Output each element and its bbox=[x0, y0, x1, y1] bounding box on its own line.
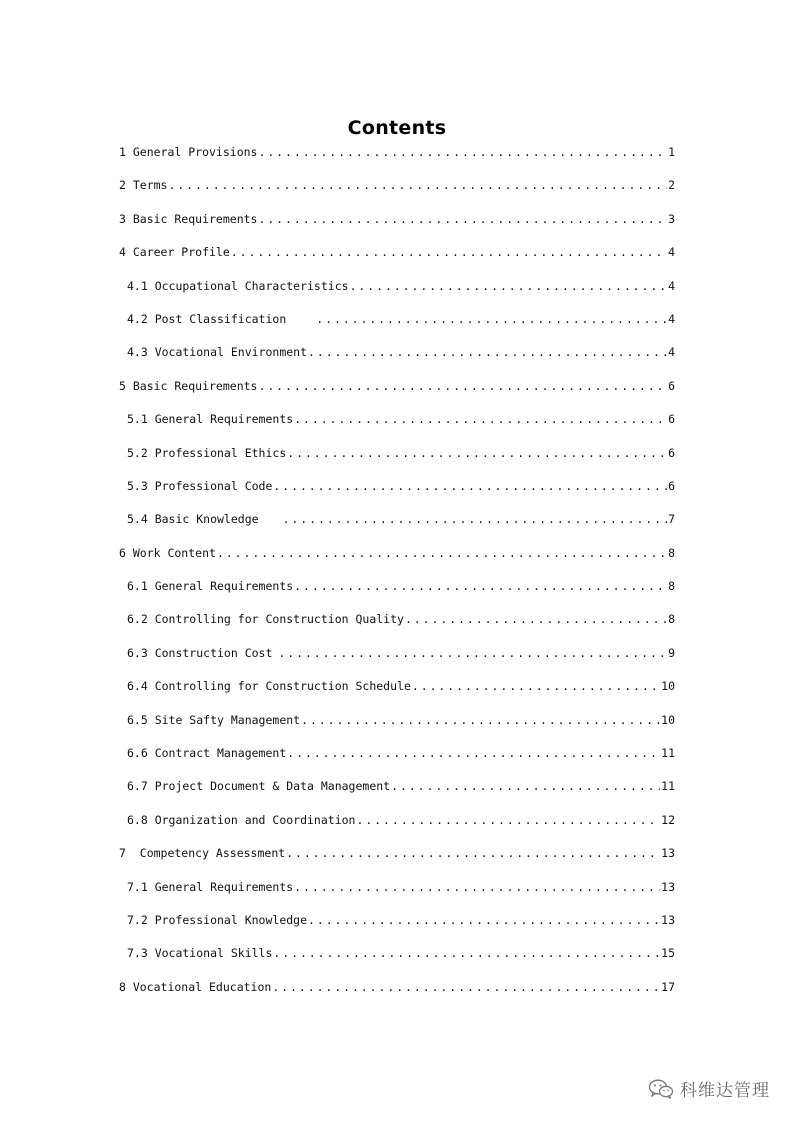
toc-page-number: 11 bbox=[661, 746, 675, 761]
toc-entry-label: 5 Basic Requirements bbox=[119, 378, 258, 393]
toc-entry-label: 5.4 Basic Knowledge bbox=[127, 512, 259, 527]
toc-page-number: 12 bbox=[661, 812, 675, 827]
toc-page-number: 13 bbox=[661, 879, 675, 894]
dot-leader bbox=[308, 340, 667, 364]
toc-page-number: 2 bbox=[668, 178, 675, 193]
toc-page-number: 10 bbox=[661, 712, 675, 727]
toc-entry-label: 6.8 Organization and Coordination bbox=[127, 812, 356, 827]
toc-entry[interactable] bbox=[119, 240, 675, 273]
table-of-contents bbox=[119, 140, 675, 1008]
dot-leader bbox=[316, 307, 667, 331]
toc-entry-label: 4.2 Post Classification bbox=[127, 311, 287, 326]
toc-entry[interactable] bbox=[119, 140, 675, 173]
toc-entry[interactable] bbox=[119, 207, 675, 240]
dot-leader bbox=[231, 240, 667, 264]
toc-entry[interactable] bbox=[119, 674, 675, 707]
toc-entry[interactable] bbox=[119, 173, 675, 206]
toc-entry[interactable] bbox=[119, 407, 675, 440]
toc-entry-label: 5.3 Professional Code bbox=[127, 478, 273, 493]
toc-entry-label: 6.5 Site Safty Management bbox=[127, 712, 301, 727]
dot-leader bbox=[258, 374, 667, 398]
dot-leader bbox=[258, 207, 667, 231]
toc-entry-label: 7 Competency Assessment bbox=[119, 846, 286, 861]
page-title: Contents bbox=[347, 116, 447, 139]
dot-leader bbox=[308, 908, 660, 932]
toc-entry-label: 1 General Provisions bbox=[119, 145, 258, 159]
toc-entry[interactable] bbox=[119, 808, 675, 841]
toc-page-number: 8 bbox=[668, 612, 675, 627]
dot-leader bbox=[273, 474, 667, 498]
toc-page-number: 1 bbox=[668, 145, 675, 159]
toc-entry[interactable] bbox=[119, 875, 675, 908]
toc-entry-label: 4 Career Profile bbox=[119, 245, 230, 260]
dot-leader bbox=[283, 507, 668, 531]
toc-entry-label: 7.3 Vocational Skills bbox=[127, 946, 273, 961]
dot-leader bbox=[272, 975, 660, 999]
toc-entry-label: 6.3 Construction Cost bbox=[127, 645, 273, 660]
toc-entry-label: 6.6 Contract Management bbox=[127, 746, 287, 761]
toc-page-number: 4 bbox=[668, 345, 675, 360]
toc-page-number: 6 bbox=[668, 378, 675, 393]
toc-entry-label: 5.1 General Requirements bbox=[127, 412, 294, 427]
toc-entry[interactable] bbox=[119, 607, 675, 640]
toc-entry-label: 6 Work Content bbox=[119, 545, 216, 560]
dot-leader bbox=[350, 274, 668, 298]
toc-entry[interactable] bbox=[119, 441, 675, 474]
toc-page-number: 3 bbox=[668, 211, 675, 226]
toc-entry[interactable] bbox=[119, 741, 675, 774]
dot-leader bbox=[273, 941, 660, 965]
watermark bbox=[648, 1076, 770, 1101]
toc-page-number: 15 bbox=[661, 946, 675, 961]
toc-page-number: 8 bbox=[668, 545, 675, 560]
toc-entry[interactable] bbox=[119, 774, 675, 807]
toc-entry[interactable] bbox=[119, 507, 675, 540]
dot-leader bbox=[294, 574, 667, 598]
toc-entry[interactable] bbox=[119, 274, 675, 307]
toc-page-number: 17 bbox=[661, 979, 675, 994]
toc-entry-label: 4.3 Vocational Environment bbox=[127, 345, 308, 360]
toc-entry[interactable] bbox=[119, 908, 675, 941]
toc-entry[interactable] bbox=[119, 307, 675, 340]
toc-entry-label: 6.4 Controlling for Construction Schedule bbox=[127, 679, 411, 694]
toc-entry[interactable] bbox=[119, 340, 675, 373]
toc-entry-label: 7.2 Professional Knowledge bbox=[127, 912, 308, 927]
toc-entry[interactable] bbox=[119, 574, 675, 607]
dot-leader bbox=[278, 641, 667, 665]
wechat-icon bbox=[648, 1079, 674, 1099]
toc-entry[interactable] bbox=[119, 641, 675, 674]
dot-leader bbox=[287, 441, 667, 465]
toc-entry[interactable] bbox=[119, 374, 675, 407]
dot-leader bbox=[286, 841, 660, 865]
toc-page-number: 6 bbox=[668, 478, 675, 493]
toc-page-number: 13 bbox=[661, 912, 675, 927]
toc-entry[interactable] bbox=[119, 708, 675, 741]
toc-page-number: 9 bbox=[668, 645, 675, 660]
toc-entry[interactable] bbox=[119, 975, 675, 1008]
toc-entry[interactable] bbox=[119, 541, 675, 574]
toc-entry-label: 6.1 General Requirements bbox=[127, 579, 294, 594]
toc-page-number: 4 bbox=[668, 311, 675, 326]
dot-leader bbox=[217, 541, 667, 565]
toc-page-number: 4 bbox=[668, 245, 675, 260]
toc-entry-label: 3 Basic Requirements bbox=[119, 211, 258, 226]
toc-entry[interactable] bbox=[119, 841, 675, 874]
toc-entry-label: 6.2 Controlling for Construction Quality bbox=[127, 612, 404, 627]
toc-entry-label: 8 Vocational Education bbox=[119, 979, 272, 994]
dot-leader bbox=[405, 607, 667, 631]
dot-leader bbox=[412, 674, 660, 698]
toc-page-number: 10 bbox=[661, 679, 675, 694]
toc-entry-label: 7.1 General Requirements bbox=[127, 879, 294, 894]
toc-page-number: 4 bbox=[668, 278, 675, 293]
dot-leader bbox=[287, 741, 660, 765]
toc-entry-label: 4.1 Occupational Characteristics bbox=[127, 278, 349, 293]
dot-leader bbox=[168, 173, 667, 197]
toc-entry-label: 5.2 Professional Ethics bbox=[127, 445, 287, 460]
toc-entry[interactable] bbox=[119, 941, 675, 974]
toc-entry-label: 6.7 Project Document & Data Management bbox=[127, 779, 391, 794]
dot-leader bbox=[356, 808, 660, 832]
toc-page-number: 13 bbox=[661, 846, 675, 861]
dot-leader bbox=[294, 875, 660, 899]
toc-entry[interactable] bbox=[119, 474, 675, 507]
toc-page-number: 6 bbox=[668, 412, 675, 427]
dot-leader bbox=[258, 140, 667, 164]
toc-entry-label: 2 Terms bbox=[119, 178, 168, 193]
watermark-text: 科维达管理 bbox=[680, 1081, 770, 1101]
dot-leader bbox=[294, 407, 667, 431]
toc-page-number: 7 bbox=[668, 512, 675, 527]
toc-page-number: 6 bbox=[668, 445, 675, 460]
dot-leader bbox=[301, 708, 660, 732]
toc-page-number: 11 bbox=[661, 779, 675, 794]
dot-leader bbox=[391, 774, 660, 798]
toc-page-number: 8 bbox=[668, 579, 675, 594]
